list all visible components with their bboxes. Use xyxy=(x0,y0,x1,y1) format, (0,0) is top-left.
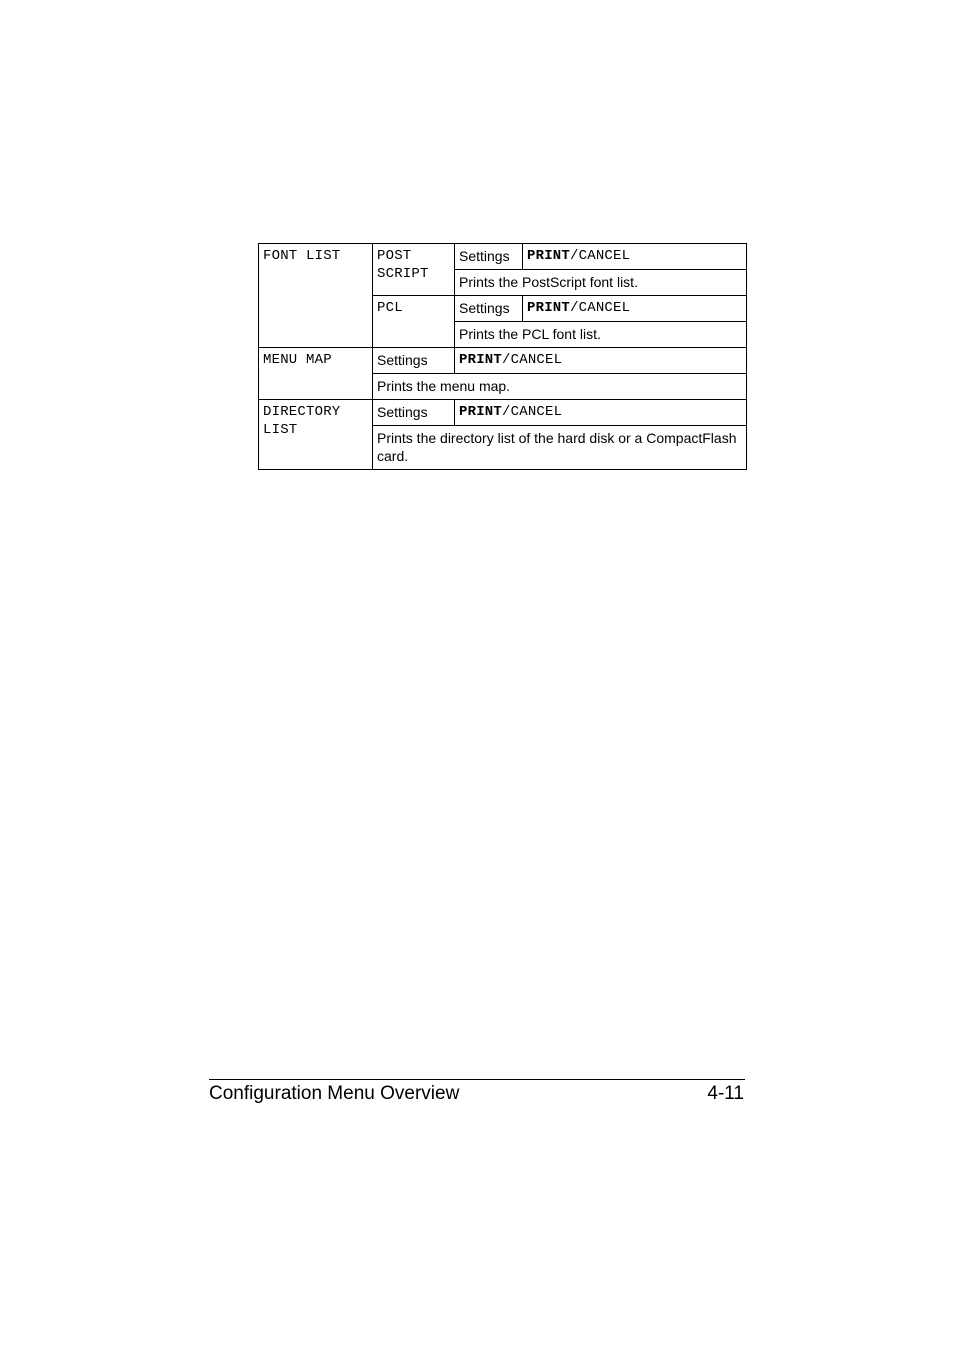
font-list-label: FONT LIST xyxy=(263,248,341,264)
postscript-settings-value xyxy=(523,244,747,270)
directory-list-settings-value xyxy=(455,400,747,426)
postscript-cancel-option: /CANCEL xyxy=(570,248,631,264)
pcl-settings-value xyxy=(523,296,747,322)
postscript-label: POST SCRIPT xyxy=(377,248,429,282)
postscript-settings-label: Settings xyxy=(455,244,523,270)
footer-section-title: Configuration Menu Overview xyxy=(209,1083,460,1104)
directory-list-print-option: PRINT xyxy=(459,404,503,420)
pcl-cell xyxy=(373,296,455,348)
postscript-cell xyxy=(373,244,455,296)
menu-map-print-option: PRINT xyxy=(459,352,503,368)
directory-list-description: Prints the directory list of the hard disk or a CompactFlash card. xyxy=(373,426,747,470)
menu-map-label: MENU MAP xyxy=(263,352,332,368)
pcl-description: Prints the PCL font list. xyxy=(455,322,747,348)
footer-divider xyxy=(209,1079,745,1080)
menu-map-description: Prints the menu map. xyxy=(373,374,747,400)
menu-map-settings-label: Settings xyxy=(373,348,455,374)
menu-map-settings-value xyxy=(455,348,747,374)
footer-page-number: 4-11 xyxy=(707,1083,744,1104)
pcl-print-option: PRINT xyxy=(527,300,571,316)
directory-list-cancel-option: /CANCEL xyxy=(502,404,563,420)
pcl-settings-label: Settings xyxy=(455,296,523,322)
menu-map-cancel-option: /CANCEL xyxy=(502,352,563,368)
directory-list-settings-label: Settings xyxy=(373,400,455,426)
postscript-print-option: PRINT xyxy=(527,248,571,264)
menu-map-cell xyxy=(259,348,373,400)
pcl-label: PCL xyxy=(377,300,403,316)
directory-list-label: DIRECTORY LIST xyxy=(263,404,341,438)
config-menu-table xyxy=(258,243,747,470)
directory-list-cell xyxy=(259,400,373,470)
pcl-cancel-option: /CANCEL xyxy=(570,300,631,316)
font-list-cell xyxy=(259,244,373,348)
postscript-description: Prints the PostScript font list. xyxy=(455,270,747,296)
